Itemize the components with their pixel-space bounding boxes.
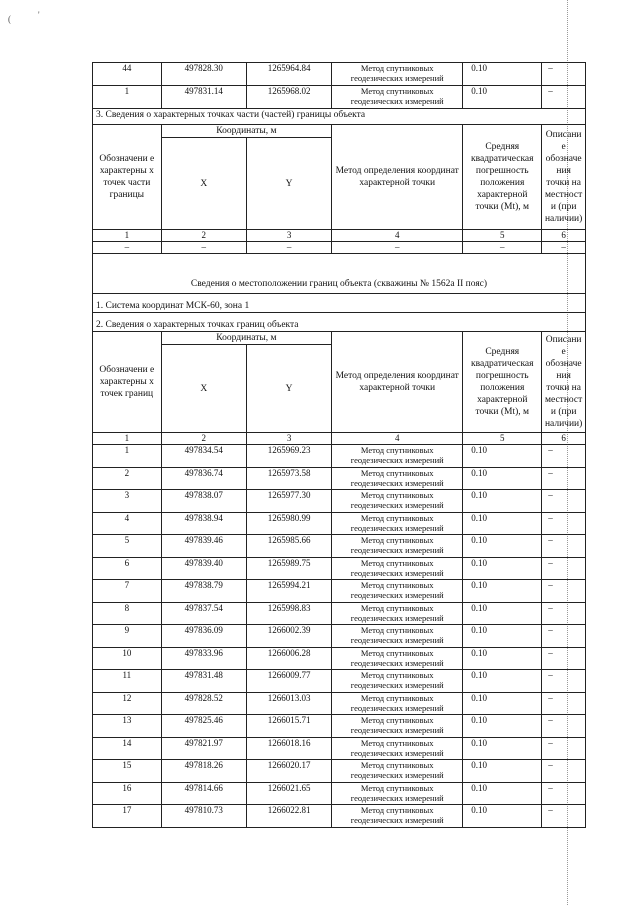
point-number: 14 <box>93 737 162 760</box>
method-cell: Метод спутниковых геодезических измерений <box>332 692 463 715</box>
method-cell: Метод спутниковых геодезических измерений <box>332 805 463 828</box>
accuracy-cell: 0.10 <box>463 805 542 828</box>
coord-y: 1265985.66 <box>246 535 331 558</box>
column-index: 4 <box>332 433 463 445</box>
point-number: 13 <box>93 715 162 738</box>
table-row <box>93 86 586 109</box>
section3-title: 3. Сведения о характерных точках части (частей) границы объекта <box>93 109 586 125</box>
description-cell: – <box>542 602 586 625</box>
coord-x: 497825.46 <box>161 715 246 738</box>
coord-y: 1266018.16 <box>246 737 331 760</box>
description-cell: – <box>542 535 586 558</box>
margin-mark: ' <box>38 10 40 20</box>
point-number: 11 <box>93 670 162 693</box>
coord-y: 1266021.65 <box>246 782 331 805</box>
description-cell: – <box>542 805 586 828</box>
coord-y: 1265989.75 <box>246 557 331 580</box>
coord-y: 1265977.30 <box>246 490 331 513</box>
accuracy-header: Средняя квадратическая погрешность положения характерной точки (Mt), м <box>463 125 542 230</box>
point-number: 15 <box>93 760 162 783</box>
method-cell: Метод спутниковых геодезических измерений <box>332 86 463 109</box>
point-number: 10 <box>93 647 162 670</box>
accuracy-cell: 0.10 <box>463 715 542 738</box>
table-row <box>93 557 586 580</box>
accuracy-cell: 0.10 <box>463 467 542 490</box>
coord-x: 497836.74 <box>161 467 246 490</box>
method-cell: Метод спутниковых геодезических измерений <box>332 557 463 580</box>
method-cell: Метод спутниковых геодезических измерений <box>332 535 463 558</box>
point-number: 12 <box>93 692 162 715</box>
description-cell: – <box>542 63 586 86</box>
point-number: 5 <box>93 535 162 558</box>
accuracy-cell: 0.10 <box>463 490 542 513</box>
accuracy-cell: 0.10 <box>463 557 542 580</box>
method-cell: Метод спутниковых геодезических измерений <box>332 625 463 648</box>
coord-y: 1265969.23 <box>246 445 331 468</box>
designation-header: Обозначени е характерны х точек границ <box>93 332 162 433</box>
description-cell: – <box>542 490 586 513</box>
column-index: 3 <box>246 230 331 242</box>
description-cell: – <box>542 467 586 490</box>
coord-x: 497818.26 <box>161 760 246 783</box>
description-header: Описани е обозначе ния точки на местност и (при наличии) <box>542 125 586 230</box>
accuracy-cell: 0.10 <box>463 63 542 86</box>
table-row <box>93 647 586 670</box>
accuracy-cell: 0.10 <box>463 445 542 468</box>
point-number: 16 <box>93 782 162 805</box>
empty-row <box>93 242 586 254</box>
method-cell: Метод спутниковых геодезических измерений <box>332 63 463 86</box>
empty-cell: – <box>332 242 463 254</box>
coord-x: 497831.14 <box>161 86 246 109</box>
accuracy-cell: 0.10 <box>463 602 542 625</box>
coords-header: Координаты, м <box>161 332 332 345</box>
coord-x: 497821.97 <box>161 737 246 760</box>
method-cell: Метод спутниковых геодезических измерений <box>332 647 463 670</box>
coords-header: Координаты, м <box>161 125 332 138</box>
coord-x: 497839.46 <box>161 535 246 558</box>
description-cell: – <box>542 737 586 760</box>
coord-y: 1266006.28 <box>246 647 331 670</box>
point-number: 1 <box>93 445 162 468</box>
column-index: 2 <box>161 433 246 445</box>
accuracy-cell: 0.10 <box>463 625 542 648</box>
empty-cell: – <box>542 242 586 254</box>
table-row <box>93 805 586 828</box>
method-cell: Метод спутниковых геодезических измерений <box>332 760 463 783</box>
table-row <box>93 512 586 535</box>
coord-x: 497837.54 <box>161 602 246 625</box>
spacer <box>93 254 586 279</box>
method-cell: Метод спутниковых геодезических измерений <box>332 467 463 490</box>
table-row <box>93 782 586 805</box>
table-row <box>93 692 586 715</box>
point-number: 44 <box>93 63 162 86</box>
section2-title: 2. Сведения о характерных точках границ объекта <box>93 313 586 332</box>
accuracy-cell: 0.10 <box>463 647 542 670</box>
point-number: 9 <box>93 625 162 648</box>
coord-x: 497828.52 <box>161 692 246 715</box>
coord-y: 1266013.03 <box>246 692 331 715</box>
description-cell: – <box>542 86 586 109</box>
coord-y: 1265994.21 <box>246 580 331 603</box>
table-row <box>93 580 586 603</box>
coord-y: 1265968.02 <box>246 86 331 109</box>
method-cell: Метод спутниковых геодезических измерений <box>332 602 463 625</box>
coord-x: 497831.48 <box>161 670 246 693</box>
empty-cell: – <box>463 242 542 254</box>
coord-x: 497836.09 <box>161 625 246 648</box>
description-cell: – <box>542 625 586 648</box>
accuracy-cell: 0.10 <box>463 782 542 805</box>
coord-y: 1266022.81 <box>246 805 331 828</box>
empty-cell: – <box>246 242 331 254</box>
coord-y: 1265964.84 <box>246 63 331 86</box>
table-row <box>93 490 586 513</box>
empty-cell: – <box>161 242 246 254</box>
table-row <box>93 737 586 760</box>
y-header: Y <box>246 138 331 230</box>
margin-mark: ( <box>8 14 11 24</box>
boundary-points-table <box>92 62 586 828</box>
accuracy-cell: 0.10 <box>463 760 542 783</box>
description-header: Описани е обозначе ния точки на местност и (при наличии) <box>542 332 586 433</box>
method-cell: Метод спутниковых геодезических измерений <box>332 782 463 805</box>
accuracy-header: Средняя квадратическая погрешность положения характерной точки (Mt), м <box>463 332 542 433</box>
method-cell: Метод спутниковых геодезических измерений <box>332 445 463 468</box>
empty-cell: – <box>93 242 162 254</box>
table-row <box>93 467 586 490</box>
coord-x: 497828.30 <box>161 63 246 86</box>
point-number: 2 <box>93 467 162 490</box>
column-index: 1 <box>93 433 162 445</box>
table-row <box>93 670 586 693</box>
table-row <box>93 535 586 558</box>
x-header: X <box>161 138 246 230</box>
column-index: 5 <box>463 230 542 242</box>
coord-y: 1265980.99 <box>246 512 331 535</box>
coordinate-system-line: 1. Система координат МСК-60, зона 1 <box>93 294 586 313</box>
point-number: 1 <box>93 86 162 109</box>
description-cell: – <box>542 580 586 603</box>
column-index: 1 <box>93 230 162 242</box>
coord-x: 497838.94 <box>161 512 246 535</box>
table-row <box>93 715 586 738</box>
coord-y: 1265973.58 <box>246 467 331 490</box>
table-row <box>93 760 586 783</box>
accuracy-cell: 0.10 <box>463 512 542 535</box>
accuracy-cell: 0.10 <box>463 692 542 715</box>
column-index-row <box>93 433 586 445</box>
table-row <box>93 625 586 648</box>
accuracy-cell: 0.10 <box>463 580 542 603</box>
description-cell: – <box>542 557 586 580</box>
coord-x: 497814.66 <box>161 782 246 805</box>
description-cell: – <box>542 715 586 738</box>
coord-y: 1266002.39 <box>246 625 331 648</box>
coord-y: 1266020.17 <box>246 760 331 783</box>
description-cell: – <box>542 647 586 670</box>
column-index-row <box>93 230 586 242</box>
point-number: 6 <box>93 557 162 580</box>
coord-x: 497838.07 <box>161 490 246 513</box>
y-header: Y <box>246 345 331 433</box>
method-cell: Метод спутниковых геодезических измерений <box>332 737 463 760</box>
method-cell: Метод спутниковых геодезических измерений <box>332 715 463 738</box>
accuracy-cell: 0.10 <box>463 737 542 760</box>
method-cell: Метод спутниковых геодезических измерений <box>332 670 463 693</box>
accuracy-cell: 0.10 <box>463 86 542 109</box>
accuracy-cell: 0.10 <box>463 670 542 693</box>
description-cell: – <box>542 670 586 693</box>
designation-header: Обозначени е характерны х точек части границы <box>93 125 162 230</box>
coord-x: 497838.79 <box>161 580 246 603</box>
description-cell: – <box>542 445 586 468</box>
coord-x: 497834.54 <box>161 445 246 468</box>
method-cell: Метод спутниковых геодезических измерений <box>332 512 463 535</box>
point-number: 7 <box>93 580 162 603</box>
point-number: 3 <box>93 490 162 513</box>
column-index: 2 <box>161 230 246 242</box>
coord-x: 497833.96 <box>161 647 246 670</box>
column-index: 6 <box>542 433 586 445</box>
point-number: 8 <box>93 602 162 625</box>
column-index: 3 <box>246 433 331 445</box>
table-row <box>93 602 586 625</box>
point-number: 17 <box>93 805 162 828</box>
table-row <box>93 445 586 468</box>
coord-y: 1266015.71 <box>246 715 331 738</box>
x-header: X <box>161 345 246 433</box>
column-index: 4 <box>332 230 463 242</box>
method-cell: Метод спутниковых геодезических измерений <box>332 580 463 603</box>
coord-y: 1266009.77 <box>246 670 331 693</box>
document-page <box>92 62 586 828</box>
coord-x: 497810.73 <box>161 805 246 828</box>
table-row <box>93 63 586 86</box>
point-number: 4 <box>93 512 162 535</box>
coord-y: 1265998.83 <box>246 602 331 625</box>
column-index: 5 <box>463 433 542 445</box>
description-cell: – <box>542 760 586 783</box>
method-header: Метод определения координат характерной точки <box>332 332 463 433</box>
location-title: Сведения о местоположении границ объекта (скважины № 1562а II пояс) <box>93 278 586 294</box>
method-cell: Метод спутниковых геодезических измерений <box>332 490 463 513</box>
description-cell: – <box>542 782 586 805</box>
coord-x: 497839.40 <box>161 557 246 580</box>
accuracy-cell: 0.10 <box>463 535 542 558</box>
method-header: Метод определения координат характерной точки <box>332 125 463 230</box>
description-cell: – <box>542 692 586 715</box>
description-cell: – <box>542 512 586 535</box>
column-index: 6 <box>542 230 586 242</box>
